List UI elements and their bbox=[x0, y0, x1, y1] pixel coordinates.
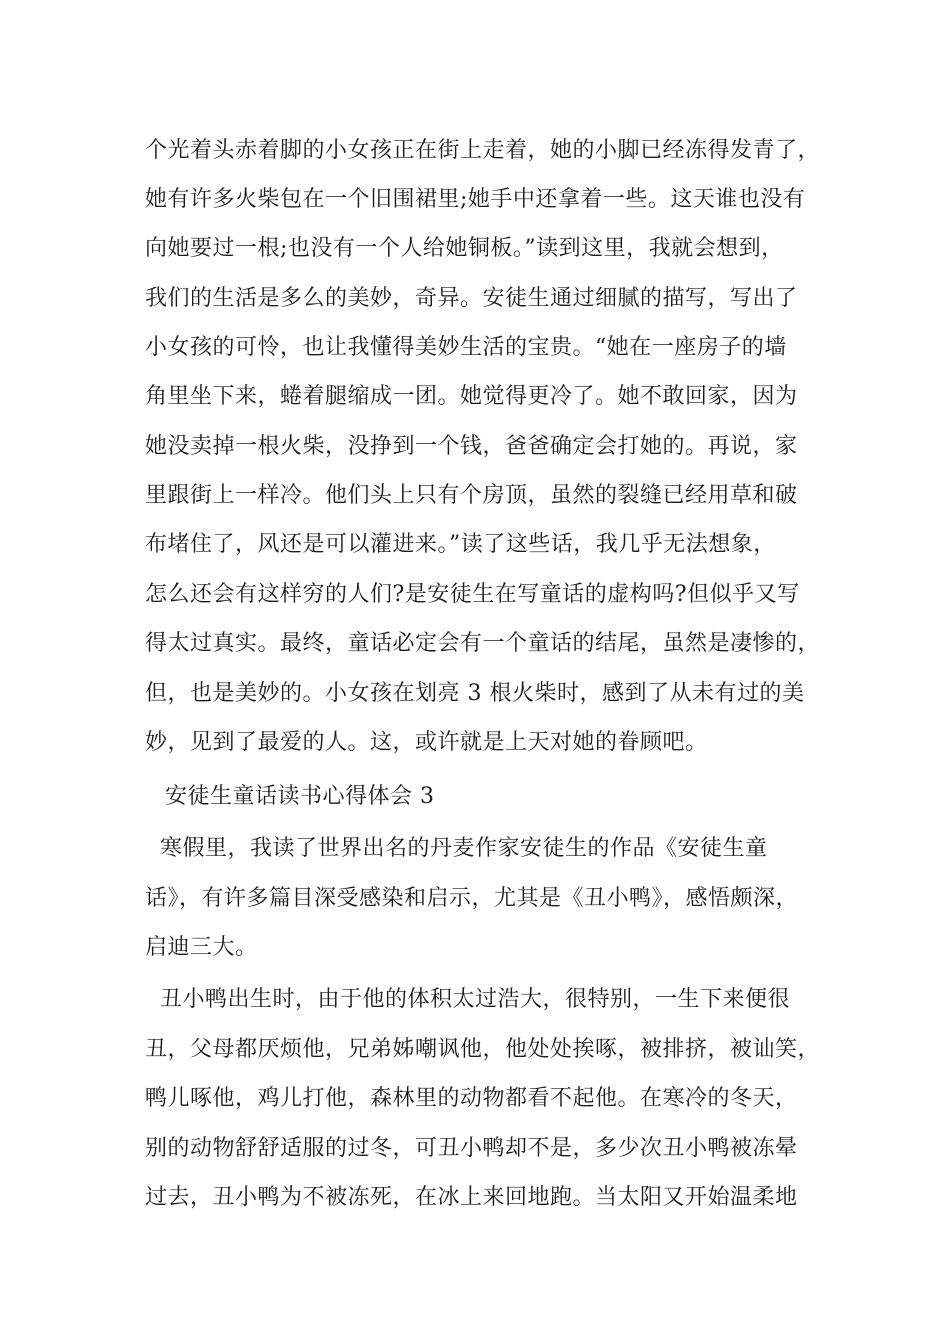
text-line: 启迪三大。 bbox=[145, 935, 258, 960]
text-line: 但，也是美妙的。小女孩在划亮 3 根火柴时，感到了从未有过的美 bbox=[145, 681, 805, 706]
text-line: 我们的生活是多么的美妙，奇异。安徒生通过细腻的描写，写出了 bbox=[145, 286, 798, 311]
text-line: 角里坐下来，蜷着腿缩成一团。她觉得更冷了。她不敢回家，因为 bbox=[145, 384, 798, 409]
text-line: 妙，见到了最爱的人。这，或许就是上天对她的眷顾吧。 bbox=[145, 730, 708, 755]
text-line: 鸭儿啄他，鸡儿打他，森林里的动物都看不起他。在寒冷的冬天， bbox=[145, 1086, 798, 1111]
text-line: 过去，丑小鸭为不被冻死，在冰上来回地跑。当太阳又开始温柔地 bbox=[145, 1185, 798, 1210]
text-line: 得太过真实。最终，童话必定会有一个童话的结尾，虽然是凄惨的， bbox=[145, 631, 821, 656]
text-line: 怎么还会有这样穷的人们?是安徒生在写童话的虚构吗?但似乎又写 bbox=[145, 582, 800, 607]
text-line: 向她要过一根;也没有一个人给她铜板。”读到这里，我就会想到， bbox=[145, 236, 784, 261]
text-line: 丑，父母都厌烦他，兄弟姊嘲讽他，他处处挨啄，被排挤，被讪笑， bbox=[145, 1037, 821, 1062]
text-line: 别的动物舒舒适服的过冬，可丑小鸭却不是，多少次丑小鸭被冻晕 bbox=[145, 1136, 798, 1161]
section-heading: 安徒生童话读书心得体会 3 bbox=[165, 784, 435, 809]
text-line: 布堵住了，风还是可以灌进来。”读了这些话，我几乎无法想象， bbox=[145, 532, 776, 557]
text-line: 她有许多火柴包在一个旧围裙里;她手中还拿着一些。这天谁也没有 bbox=[145, 187, 806, 212]
text-line: 小女孩的可怜，也让我懂得美妙生活的宝贵。“她在一座房子的墙 bbox=[145, 335, 787, 360]
text-line: 寒假里，我读了世界出名的丹麦作家安徒生的作品《安徒生童 bbox=[145, 836, 768, 861]
text-line: 话》，有许多篇目深受感染和启示，尤其是《丑小鸭》，感悟颇深， bbox=[145, 886, 799, 911]
text-line: 她没卖掉一根火柴，没挣到一个钱，爸爸确定会打她的。再说，家 bbox=[145, 434, 798, 459]
text-line: 丑小鸭出生时，由于他的体积太过浩大，很特别，一生下来便很 bbox=[145, 987, 790, 1012]
text-line: 里跟街上一样冷。他们头上只有个房顶，虽然的裂缝已经用草和破 bbox=[145, 483, 798, 508]
text-line: 个光着头赤着脚的小女孩正在街上走着，她的小脚已经冻得发青了， bbox=[145, 138, 821, 163]
